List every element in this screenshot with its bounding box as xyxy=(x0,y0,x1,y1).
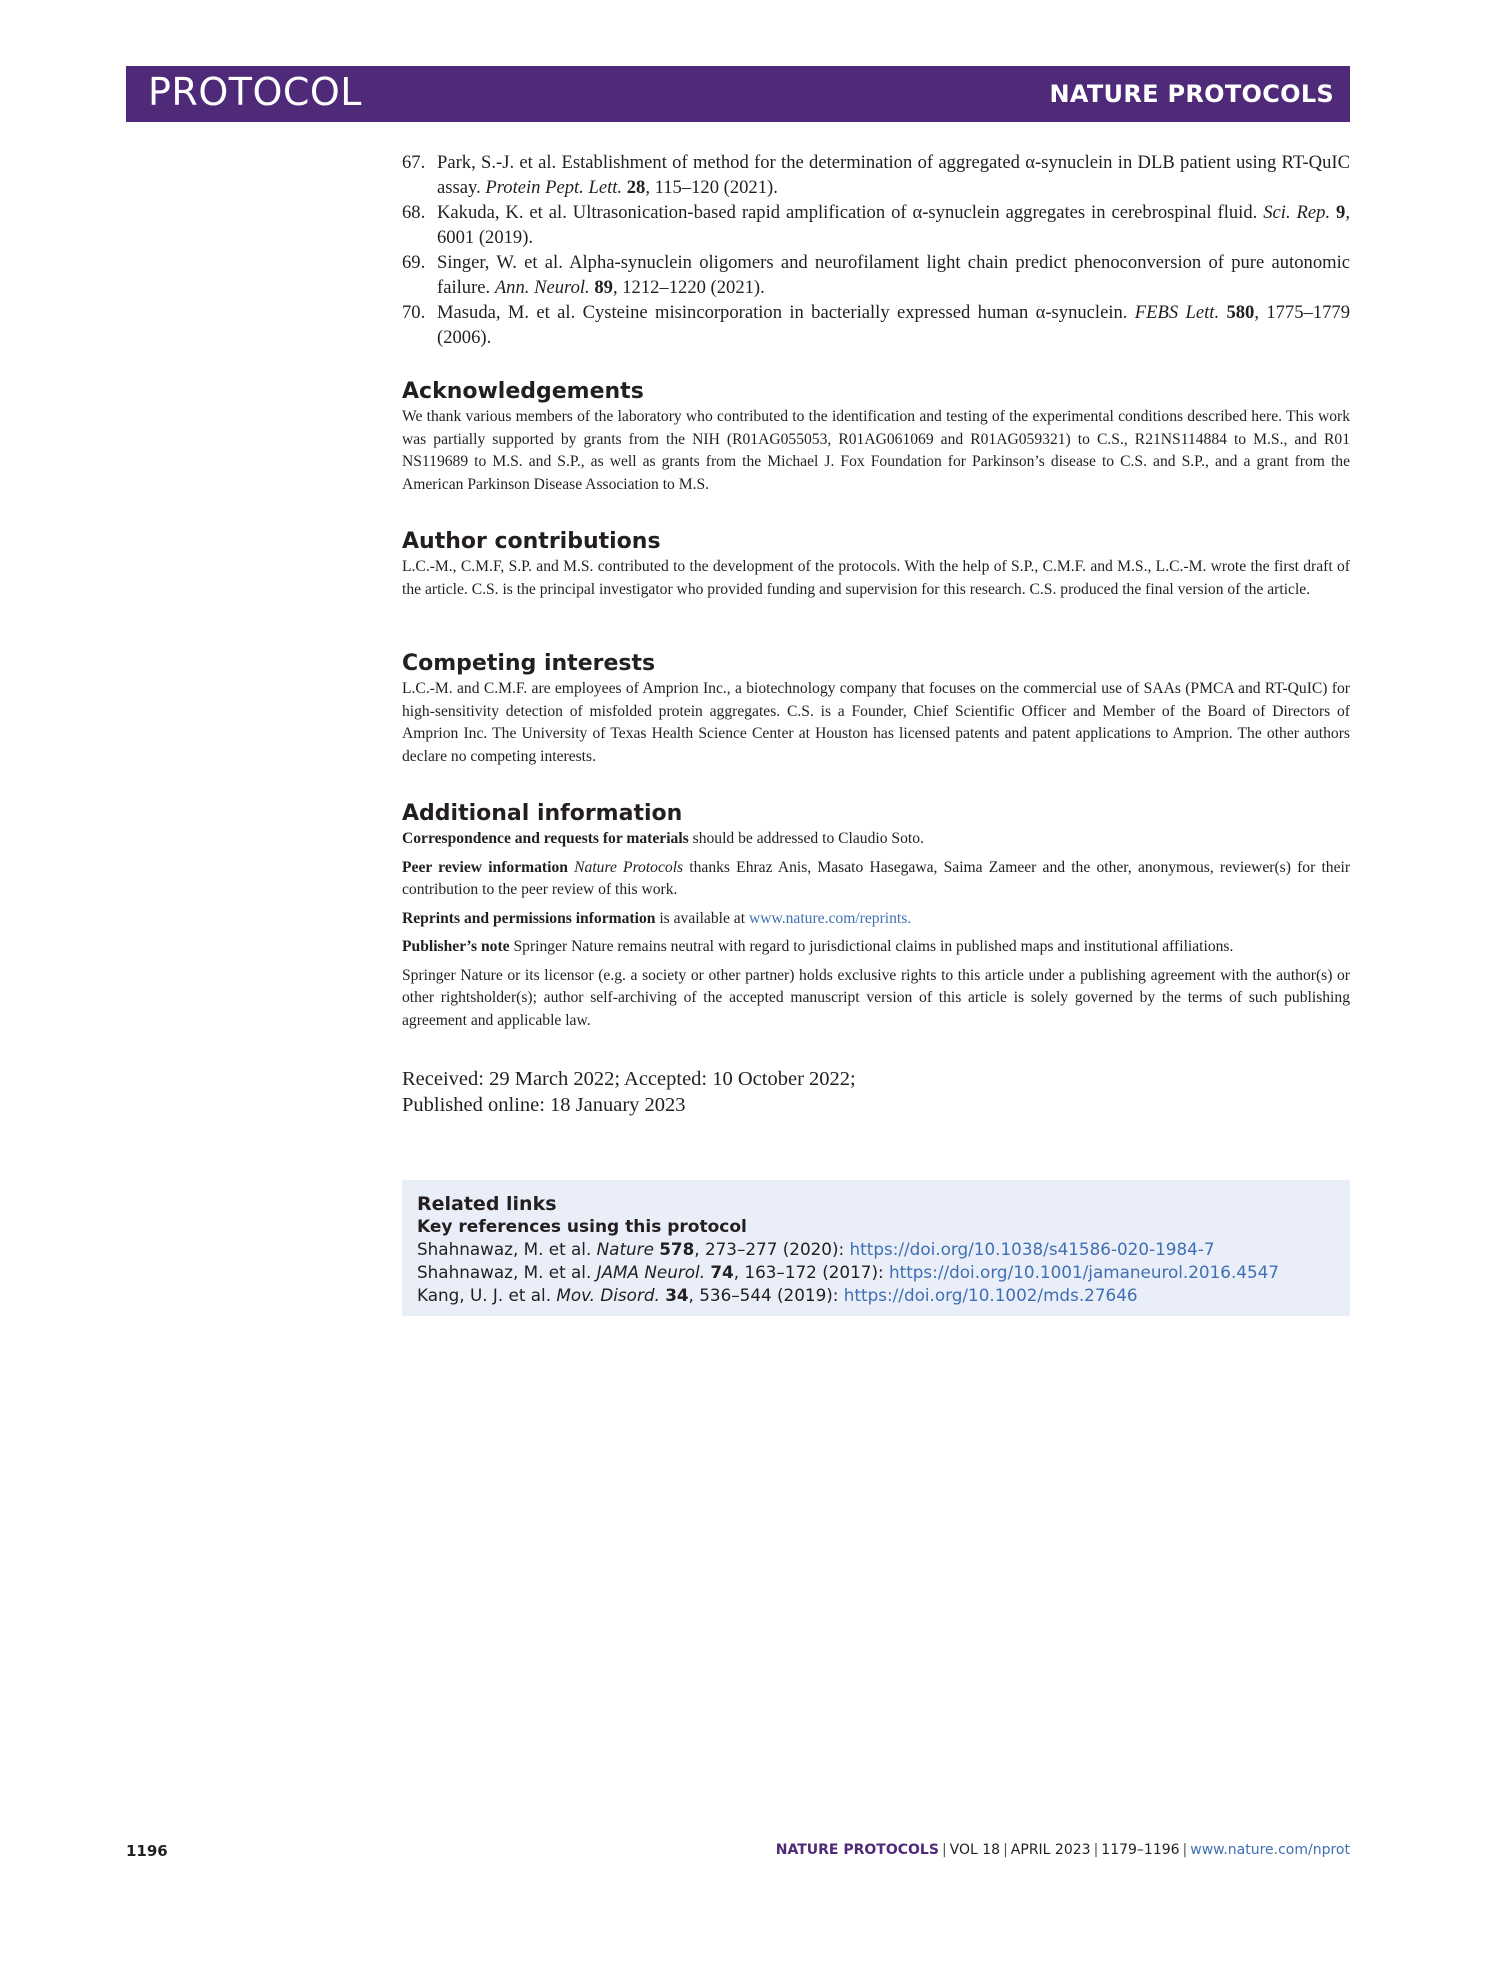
reference-text: Singer, W. et al. Alpha-synuclein oligomers and neurofilament light chain predict phenoconversion of pure autonomic failure. xyxy=(437,252,1350,298)
reference-item xyxy=(402,150,1350,200)
article-type-label: PROTOCOL xyxy=(148,70,362,114)
reference-text: Masuda, M. et al. Cysteine misincorporation in bacterially expressed human α-synuclein. xyxy=(437,302,1135,323)
peer-review-text: thanks Ehraz Anis, Masato Hasegawa, Saima Zameer and the other, anonymous, reviewer(s) for their contribution to the peer review of this work. xyxy=(402,858,1351,898)
reference-volume: 580 xyxy=(1226,302,1255,323)
additional-information-heading: Additional information xyxy=(402,801,683,826)
related-link-authors: Kang, U. J. et al. xyxy=(417,1285,557,1305)
related-link-item xyxy=(417,1261,1340,1284)
additional-information-section xyxy=(402,800,1350,1038)
publisher-note-paragraph xyxy=(402,936,1350,959)
related-link-url[interactable]: https://doi.org/10.1038/s41586-020-1984-7 xyxy=(849,1239,1215,1259)
reference-item xyxy=(402,250,1350,300)
reference-journal: Ann. Neurol. xyxy=(494,277,590,298)
reference-text: Park, S.-J. et al. Establishment of method for the determination of aggregated α-synuclein in DLB patient using RT-QuIC assay. xyxy=(437,152,1350,198)
reprints-label: Reprints and permissions information xyxy=(402,909,656,927)
related-link-volume: 74 xyxy=(710,1262,734,1282)
reference-volume: 28 xyxy=(626,177,646,198)
correspondence-text: should be addressed to Claudio Soto. xyxy=(688,830,924,847)
peer-review-paragraph xyxy=(402,857,1350,902)
reference-volume: 9 xyxy=(1336,202,1346,223)
reference-number: 70. xyxy=(402,302,426,323)
footer-pages: 1179–1196 xyxy=(1101,1842,1180,1858)
article-dates xyxy=(402,1066,1350,1118)
journal-name: NATURE PROTOCOLS xyxy=(1049,80,1334,108)
footer-url[interactable]: www.nature.com/nprot xyxy=(1190,1842,1350,1858)
competing-interests-section xyxy=(402,650,1350,768)
publisher-note-label: Publisher’s note xyxy=(402,938,510,955)
correspondence-label: Correspondence and requests for materials xyxy=(402,830,689,847)
rights-paragraph: Springer Nature or its licensor (e.g. a society or other partner) holds exclusive rights to this article under a publishing agreement with the author(s) or other rightsholder(s); author self-archiving of the accepted manuscript version of this article is solely governed by the terms of such publishing agreement and applicable law. xyxy=(402,966,1350,1029)
reference-text: Kakuda, K. et al. Ultrasonication-based rapid amplification of α-synuclein aggregates in cerebrospinal fluid. xyxy=(437,202,1264,223)
reprints-link[interactable]: www.nature.com/reprints. xyxy=(748,909,912,927)
related-link-pages: , 536–544 (2019): xyxy=(688,1285,844,1305)
related-link-url[interactable]: https://doi.org/10.1001/jamaneurol.2016.4547 xyxy=(888,1262,1279,1282)
reference-pages: , 1775–1779 (2006). xyxy=(437,302,1351,348)
reference-journal: Protein Pept. Lett. xyxy=(485,177,623,198)
peer-review-journal: Nature Protocols xyxy=(574,858,684,876)
reference-pages: , 6001 (2019). xyxy=(437,202,1350,248)
related-link-journal: Nature xyxy=(596,1239,654,1259)
related-link-url[interactable]: https://doi.org/10.1002/mds.27646 xyxy=(843,1285,1138,1305)
related-link-pages: , 163–172 (2017): xyxy=(733,1262,889,1282)
received-accepted-dates: Received: 29 March 2022; Accepted: 10 October 2022; xyxy=(402,1068,856,1090)
footer-journal: NATURE PROTOCOLS xyxy=(775,1842,939,1858)
reprints-text: is available at xyxy=(655,909,749,927)
author-contributions-section xyxy=(402,528,1350,601)
related-links-subtitle: Key references using this protocol xyxy=(417,1217,747,1237)
related-link-journal: JAMA Neurol. xyxy=(596,1262,706,1282)
peer-review-label: Peer review information xyxy=(402,858,568,876)
related-links-box xyxy=(402,1180,1350,1316)
related-link-volume: 34 xyxy=(665,1285,689,1305)
competing-interests-heading: Competing interests xyxy=(402,651,656,676)
reference-item xyxy=(402,200,1350,250)
reference-number: 69. xyxy=(402,252,426,273)
footer-citation: NATURE PROTOCOLS | VOL 18 | APRIL 2023 | 1179–1196 | www.nature.com/nprot xyxy=(775,1842,1350,1858)
related-link-authors: Shahnawaz, M. et al. xyxy=(417,1262,597,1282)
competing-interests-text: L.C.-M. and C.M.F. are employees of Amprion Inc., a biotechnology company that focuses on the commercial use of SAAs (PMCA and RT-QuIC) for high-sensitivity detection of misfolded protein aggregates. C.S. is a Founder, Chief Scientific Officer and Member of the Board of Directors of Amprion Inc. The University of Texas Health Science Center at Houston has licensed patents and patent applications to Amprion. The other authors declare no competing interests. xyxy=(402,680,1350,765)
footer-date: APRIL 2023 xyxy=(1010,1842,1091,1858)
reference-journal: FEBS Lett. xyxy=(1134,302,1220,323)
reference-number: 68. xyxy=(402,202,426,223)
reference-list xyxy=(402,150,1350,350)
page-header xyxy=(126,66,1350,122)
related-link-journal: Mov. Disord. xyxy=(556,1285,660,1305)
reprints-paragraph xyxy=(402,908,1350,931)
reference-number: 67. xyxy=(402,152,426,173)
reference-pages: , 1212–1220 (2021). xyxy=(612,277,765,298)
acknowledgements-text: We thank various members of the laboratory who contributed to the identification and testing of the experimental conditions described here. This work was partially supported by grants from the NIH (R01AG055053, R01AG061069 and R01AG059321) to C.S., R21NS114884 to M.S., and R01 NS119689 to M.S. and S.P., as well as grants from the Michael J. Fox Foundation for Parkinson’s disease to C.S. and S.P., and a grant from the American Parkinson Disease Association to M.S. xyxy=(402,408,1350,493)
author-contributions-text: L.C.-M., C.M.F, S.P. and M.S. contributed to the development of the protocols. With the help of S.P., C.M.F. and M.S., L.C.-M. wrote the first draft of the article. C.S. is the principal investigator who provided funding and supervision for this research. C.S. produced the final version of the article. xyxy=(402,558,1350,598)
reference-pages: , 115–120 (2021). xyxy=(645,177,778,198)
correspondence-paragraph xyxy=(402,828,1350,851)
published-date: Published online: 18 January 2023 xyxy=(402,1094,686,1116)
acknowledgements-section xyxy=(402,378,1350,496)
related-link-item xyxy=(417,1238,1340,1261)
acknowledgements-heading: Acknowledgements xyxy=(402,379,644,404)
footer-volume: VOL 18 xyxy=(949,1842,1001,1858)
related-links-title: Related links xyxy=(417,1193,557,1215)
related-link-pages: , 273–277 (2020): xyxy=(694,1239,850,1259)
related-link-volume: 578 xyxy=(659,1239,695,1259)
reference-item xyxy=(402,300,1350,350)
reference-journal: Sci. Rep. xyxy=(1263,202,1331,223)
author-contributions-heading: Author contributions xyxy=(402,529,661,554)
publisher-note-text: Springer Nature remains neutral with regard to jurisdictional claims in published maps and institutional affiliations. xyxy=(509,938,1234,955)
reference-volume: 89 xyxy=(594,277,613,298)
related-link-item xyxy=(417,1284,1340,1307)
page-number: 1196 xyxy=(126,1842,168,1860)
related-link-authors: Shahnawaz, M. et al. xyxy=(417,1239,597,1259)
